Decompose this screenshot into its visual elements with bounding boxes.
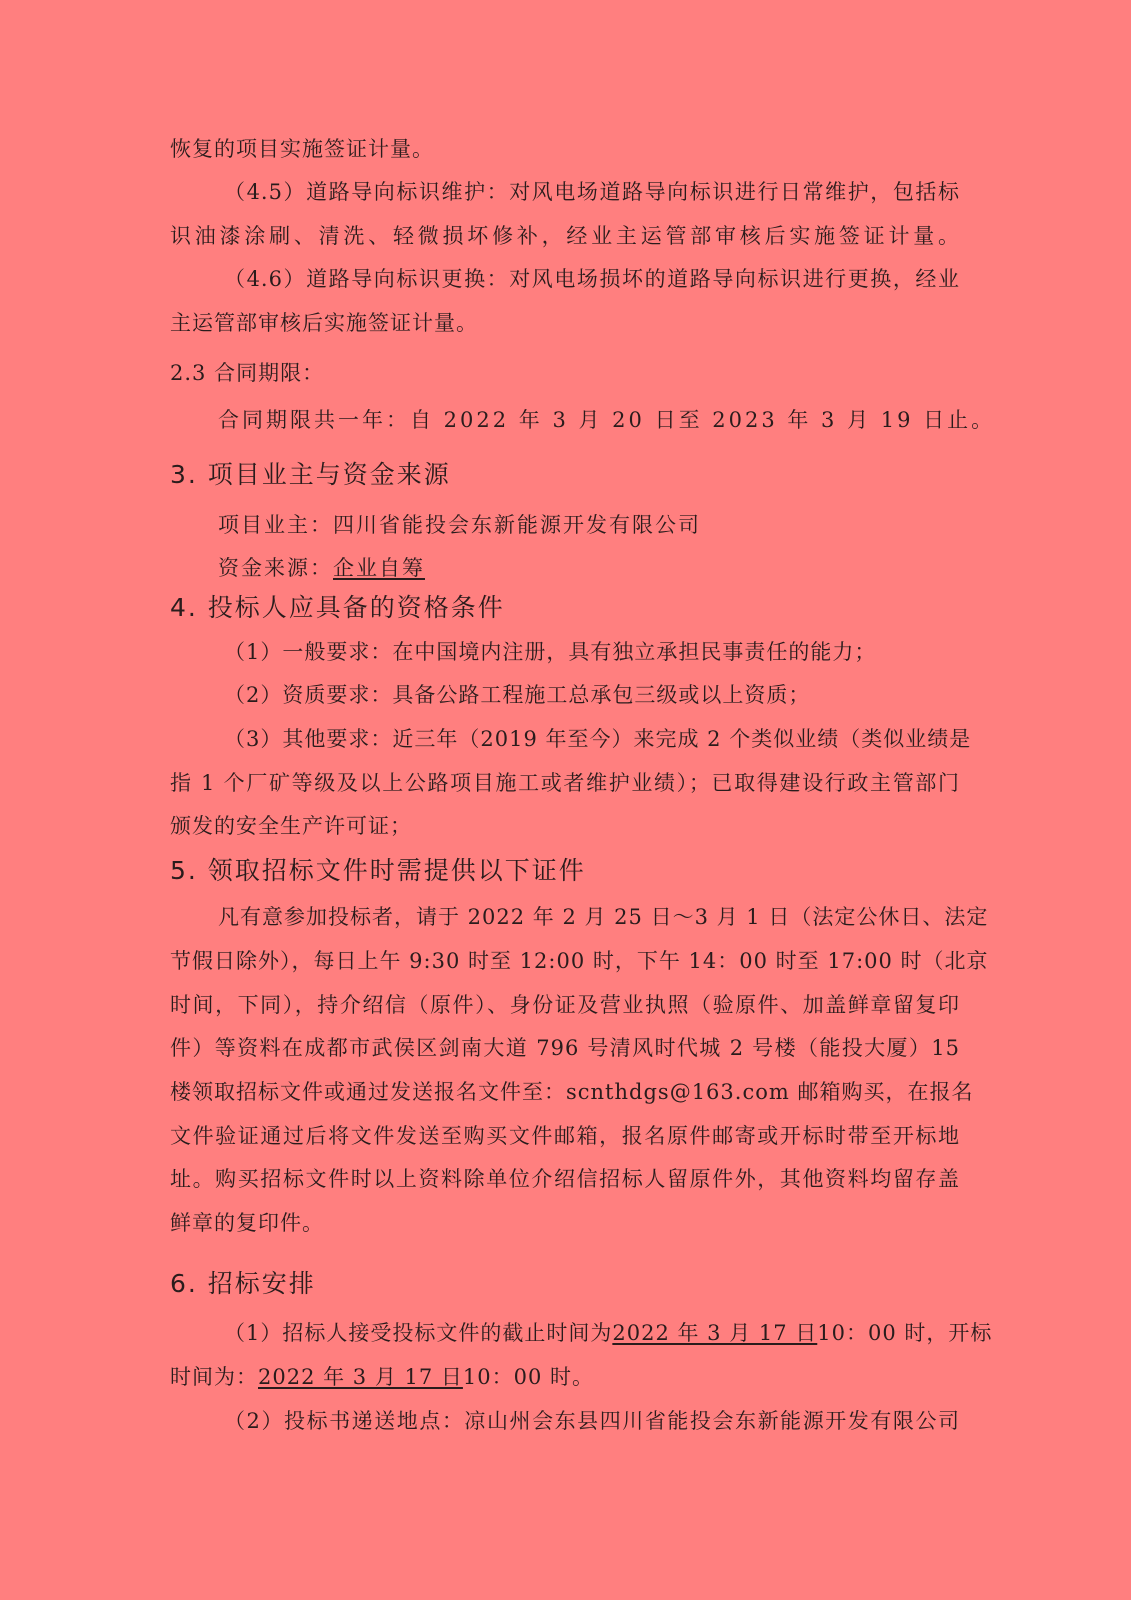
- paragraph-line: 节假日除外），每日上午 9:30 时至 12:00 时，下午 14：00 时至 17:00 时（北京: [170, 949, 989, 973]
- owner-value: 四川省能投会东新能源开发有限公司: [333, 513, 701, 537]
- opening-date: 2022 年 3 月 17 日: [258, 1365, 463, 1389]
- project-owner: [218, 510, 960, 540]
- paragraph-line: 主运管部审核后实施签证计量。: [170, 311, 478, 335]
- section-heading: 3. 项目业主与资金来源: [170, 460, 451, 489]
- schedule-item: （2）投标书递送地点：凉山州会东县四川省能投会东新能源开发有限公司: [224, 1409, 960, 1433]
- paragraph-line: 鲜章的复印件。: [170, 1211, 324, 1235]
- opening-time: 10：00 时。: [462, 1365, 595, 1389]
- owner-label: 项目业主：: [218, 513, 333, 537]
- requirement-item: （1）一般要求：在中国境内注册，具有独立承担民事责任的能力；: [224, 640, 877, 664]
- paragraph-line: 识油漆涂刷、清洗、轻微损坏修补，经业主运管部审核后实施签证计量。: [170, 224, 960, 248]
- paragraph-line: 颁发的安全生产许可证；: [170, 814, 412, 838]
- fund-label: 资金来源：: [218, 556, 333, 580]
- section-heading: 6. 招标安排: [170, 1269, 316, 1298]
- paragraph-line: 件）等资料在成都市武侯区剑南大道 796 号清风时代城 2 号楼（能投大厦）15: [170, 1036, 960, 1060]
- fund-value: 企业自筹: [333, 556, 425, 580]
- paragraph-line: 凡有意参加投标者，请于 2022 年 2 月 25 日～3 月 1 日（法定公休日、法定: [218, 905, 989, 929]
- deadline-date: 2022 年 3 月 17 日: [612, 1321, 818, 1345]
- deadline-text: （1）招标人接受投标文件的截止时间为: [224, 1321, 613, 1345]
- schedule-item: [224, 1318, 993, 1348]
- deadline-time: 10：00 时，开标: [817, 1321, 993, 1345]
- paragraph-line: [170, 1362, 960, 1392]
- paragraph-line: 址。购买招标文件时以上资料除单位介绍信招标人留原件外，其他资料均留存盖: [170, 1167, 960, 1191]
- section-heading: 5. 领取招标文件时需提供以下证件: [170, 856, 586, 885]
- paragraph-line: 时间，下同），持介绍信（原件）、身份证及营业执照（验原件、加盖鲜章留复印: [170, 993, 960, 1017]
- requirement-item: （3）其他要求：近三年（2019 年至今）来完成 2 个类似业绩（类似业绩是: [224, 727, 972, 751]
- section-title: 2.3 合同期限：: [170, 361, 325, 385]
- paragraph-line: 楼领取招标文件或通过发送报名文件至：scnthdgs@163.com 邮箱购买，在报名: [170, 1080, 974, 1104]
- requirement-item: （2）资质要求：具备公路工程施工总承包三级或以上资质；: [224, 683, 811, 707]
- contract-period: 合同期限共一年：自 2022 年 3 月 20 日至 2023 年 3 月 19 日止。: [218, 408, 996, 432]
- paragraph-line: 指 1 个厂矿等级及以上公路项目施工或者维护业绩）；已取得建设行政主管部门: [170, 771, 960, 795]
- opening-label: 时间为：: [170, 1365, 258, 1389]
- paragraph-line: 恢复的项目实施签证计量。: [170, 137, 434, 161]
- paragraph-line: （4.5）道路导向标识维护：对风电场道路导向标识进行日常维护，包括标: [224, 180, 960, 204]
- paragraph-line: （4.6）道路导向标识更换：对风电场损坏的道路导向标识进行更换，经业: [224, 267, 960, 291]
- section-heading: 4. 投标人应具备的资格条件: [170, 593, 505, 622]
- fund-source: [218, 553, 960, 583]
- paragraph-line: 文件验证通过后将文件发送至购买文件邮箱，报名原件邮寄或开标时带至开标地: [170, 1124, 960, 1148]
